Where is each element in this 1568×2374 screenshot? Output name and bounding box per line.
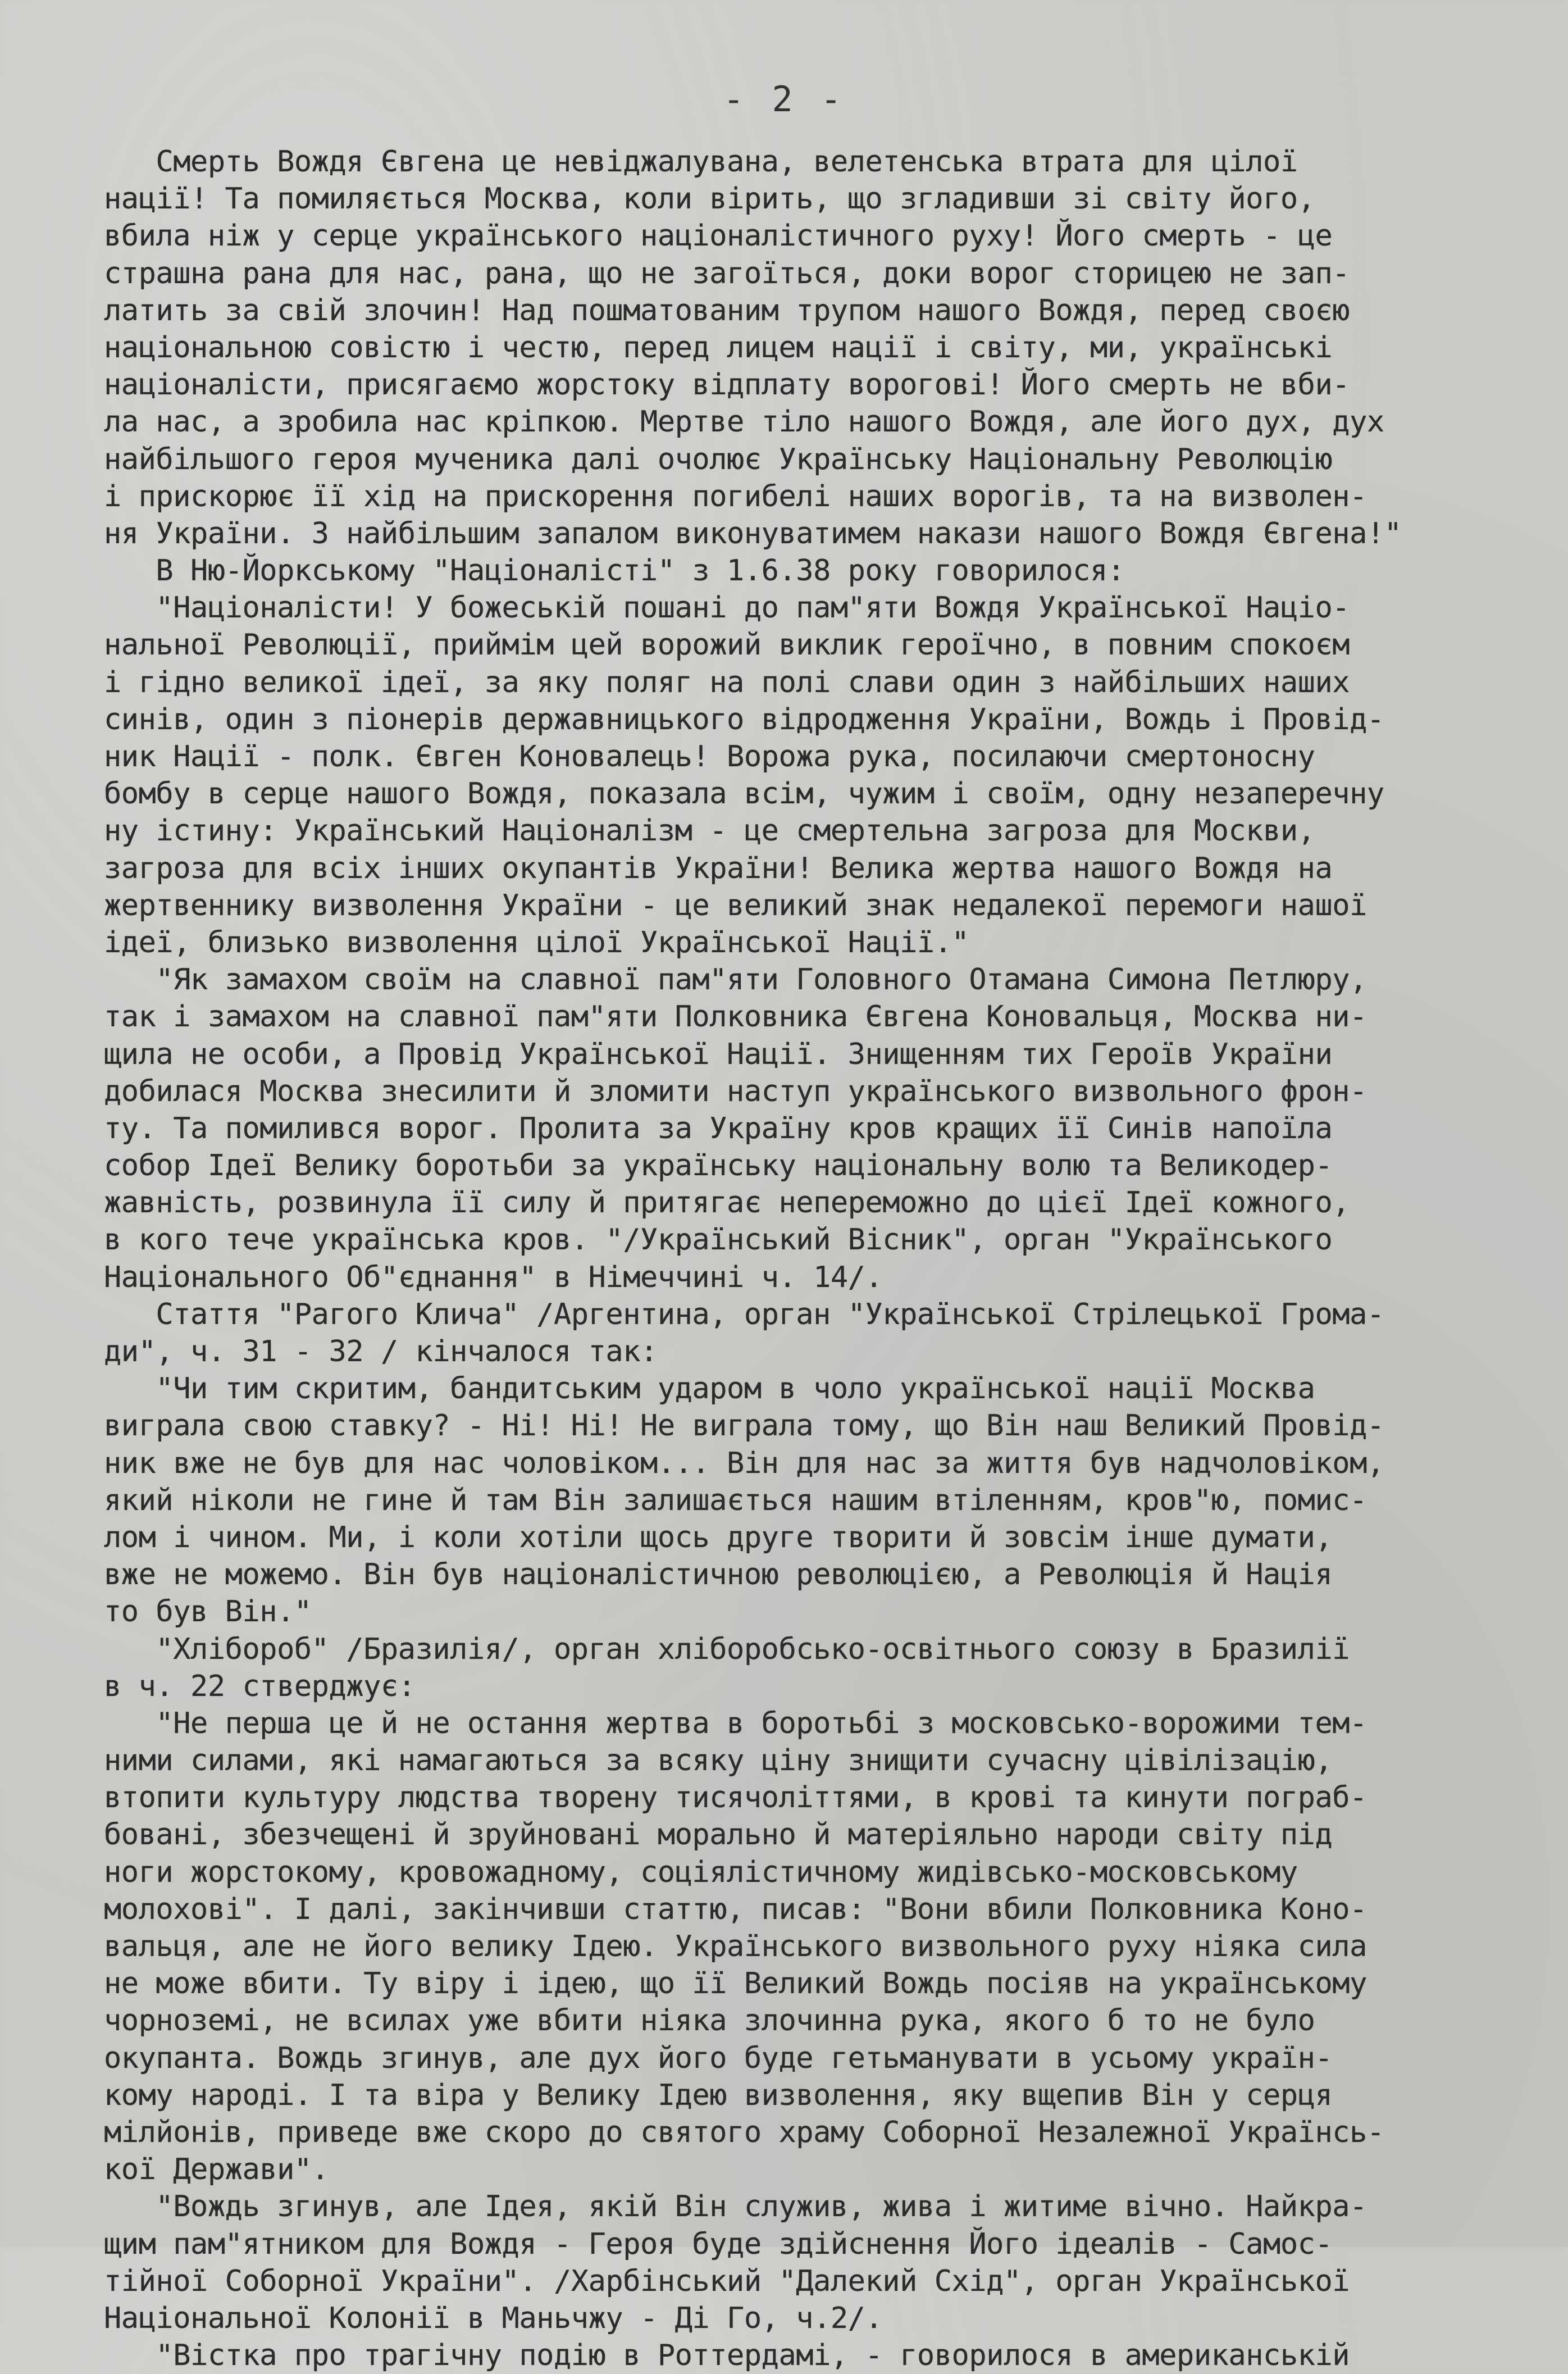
text-line: нальної Революції, приймім цей ворожий виклик героїчно, в повним спокоєм [104,628,1350,662]
text-line: в кого тече українська кров. "/Український Вісник", орган "Українського [104,1223,1333,1257]
text-line: в ч. 22 стверджує: [104,1669,416,1703]
text-line: окупанта. Вождь згинув, але дух його буде гетьманувати в усьому україн- [104,2041,1333,2075]
text-line: щим пам"ятником для Вождя - Героя буде здійснення Його ідеалів - Самос- [104,2227,1333,2261]
text-line: ідеї, близько визволення цілої Української Нації." [104,925,969,959]
text-line: "Вістка про трагічну подію в Роттердамі, - говорилося в американській [104,2339,1350,2373]
text-line: жавність, розвинула її силу й притягає непереможно до цієї Ідеї кожного, [104,1186,1350,1220]
text-line: національною совістю і честю, перед лицем нації і світу, ми, українські [104,330,1333,365]
text-line: нації! Та помиляється Москва, коли вірить, що згладивши зі світу його, [104,182,1315,216]
text-line: "Як замахом своїм на славної пам"яти Головного Отамана Симона Петлюру, [104,963,1367,997]
text-line: жертвеннику визволення України - це великий знак недалекої перемоги нашої [104,888,1367,922]
text-line: тійної Соборної України". /Харбінський "Далекий Схід", орган Української [104,2264,1350,2298]
text-line: страшна рана для нас, рана, що не загоїться, доки ворог сторицею не зап- [104,256,1350,290]
text-line: який ніколи не гине й там Він залишається нашим втіленням, кров"ю, помис- [104,1483,1367,1517]
text-line: бомбу в серце нашого Вождя, показала всім, чужим і своїм, одну незаперечну [104,777,1384,811]
text-line: втопити культуру людства творену тисячоліттями, в крові та кинути пограб- [104,1781,1367,1815]
text-line: кому народі. І та віра у Велику Ідею визволення, яку вщепив Він у серця [104,2078,1333,2112]
text-line: Смерть Вождя Євгена це невіджалувана, велетенська втрата для цілої [104,145,1298,179]
text-line: лом і чином. Ми, і коли хотіли щось друге творити й зовсім інше думати, [104,1520,1333,1554]
text-line: вже не можемо. Він був націоналістичною революцією, а Революція й Нація [104,1558,1333,1592]
text-line: вбила ніж у серце українського націоналістичного руху! Його смерть - це [104,219,1333,253]
text-line: ня України. З найбільшим запалом виконуватимем накази нашого Вождя Євгена!" [104,516,1402,551]
text-line: ними силами, які намагаються за всяку ціну знищити сучасну цівілізацію, [104,1744,1333,1778]
page-number: - 2 - [723,79,845,120]
text-line: "Чи тим скритим, бандитським ударом в чоло української нації Москва [104,1372,1315,1406]
text-line: ну істину: Український Націоналізм - це смертельна загроза для Москви, [104,814,1315,848]
text-line: бовані, збезчещені й зруйновані морально й матеріяльно народи світу під [104,1818,1333,1852]
text-line: добилася Москва знесилити й зломити наступ українського визвольного фрон- [104,1074,1367,1108]
text-line: ту. Та помилився ворог. Пролита за Україну кров кращих її Синів напоїла [104,1111,1333,1145]
text-line: ла нас, а зробила нас кріпкою. Мертве тіло нашого Вождя, але його дух, дух [104,405,1384,439]
text-line: Національного Об"єднання" в Німеччині ч. 14/. [104,1260,883,1294]
text-line: "Націоналісти! У божеській пошані до пам"яти Вождя Української Націо- [104,591,1350,625]
text-line: "Хлібороб" /Бразилія/, орган хліборобсько-освітнього союзу в Бразилії [104,1632,1350,1666]
text-line: так і замахом на славної пам"яти Полковника Євгена Коновальця, Москва ни- [104,1000,1367,1034]
text-line: В Ню-Йоркському "Націоналісті" з 1.6.38 року говорилося: [104,554,1125,588]
text-line: синів, один з піонерів державницького відродження України, Вождь і Провід- [104,702,1384,736]
text-line: найбільшого героя мученика далі очолює Українську Національну Революцію [104,442,1333,476]
text-line: і прискорює її хід на прискорення погибелі наших ворогів, та на визволен- [104,479,1367,513]
text-line: загроза для всіх інших окупантів України! Велика жертва нашого Вождя на [104,851,1333,885]
text-line: собор Ідеї Велику боротьби за українську національну волю та Великодер- [104,1149,1333,1183]
text-line: щила не особи, а Провід Української Нації. Знищенням тих Героїв України [104,1037,1333,1071]
text-line: Стаття "Рагого Клича" /Аргентина, орган "Української Стрілецької Грома- [104,1297,1384,1331]
text-line: вальця, але не його велику Ідею. Українського визвольного руху ніяка сила [104,1930,1367,1963]
text-line: мілйонів, приведе вже скоро до святого храму Соборної Незалежної Українсь- [104,2115,1384,2149]
text-line: ник Нації - полк. Євген Коновалець! Ворожа рука, посилаючи смертоносну [104,740,1315,774]
text-line: і гідно великої ідеї, за яку поляг на полі слави один з найбільших наших [104,665,1350,699]
text-line: Національної Колонії в Маньчжу - Ді Го, ч.2/. [104,2301,883,2335]
text-line: кої Держави". [104,2153,329,2187]
text-line: молохові". І далі, закінчивши статтю, писав: "Вони вбили Полковника Коно- [104,1892,1367,1926]
text-line: латить за свій злочин! Над пошматованим трупом нашого Вождя, перед своєю [104,293,1350,328]
text-line: "Вождь згинув, але Ідея, якій Він служив, жива і житиме вічно. Найкра- [104,2190,1367,2224]
text-line: не може вбити. Ту віру і ідею, що її Великий Вождь посіяв на українському [104,1967,1367,2001]
text-line: ди", ч. 31 - 32 / кінчалося так: [104,1335,658,1368]
text-line: ноги жорстокому, кровожадному, соціялістичному жидівсько-московському [104,1855,1298,1889]
text-line: виграла свою ставку? - Ні! Ні! Не виграла тому, що Він наш Великий Провід- [104,1409,1384,1443]
text-line: то був Він." [104,1595,312,1629]
text-line: чорноземі, не всилах уже вбити ніяка злочинна рука, якого б то не було [104,2004,1315,2038]
text-line: націоналісти, присягаємо жорстоку відплату ворогові! Його смерть не вби- [104,368,1350,402]
text-line: ник вже не був для нас чоловіком... Він для нас за життя був надчоловіком, [104,1446,1384,1480]
document-body [104,143,1452,2374]
text-line: "Не перша це й не остання жертва в боротьбі з московсько-ворожими тем- [104,1706,1367,1740]
